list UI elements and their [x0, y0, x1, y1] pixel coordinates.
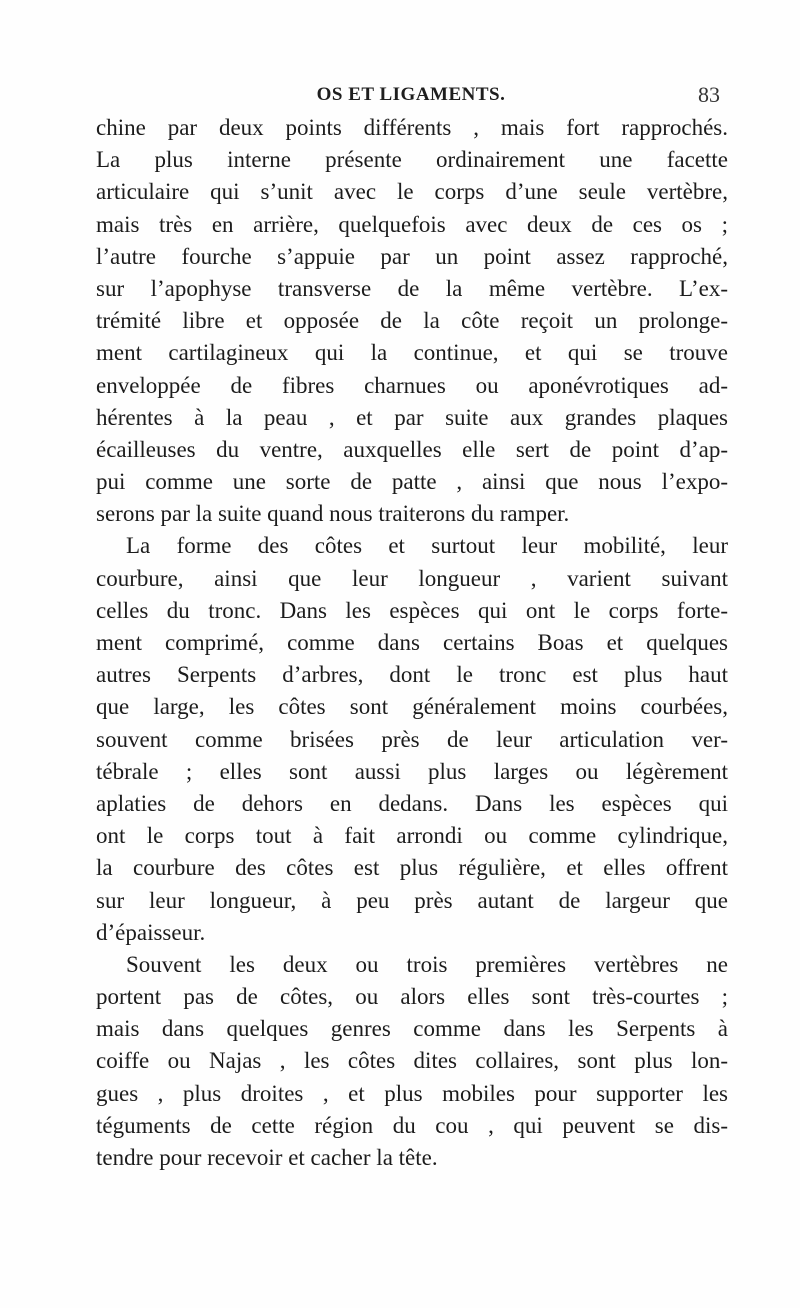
text-line: souvent comme brisées près de leur articulation ver-: [96, 726, 728, 752]
text-line: autres Serpents d’arbres, dont le tronc est plus haut: [96, 662, 728, 688]
text-line: la courbure des côtes est plus régulière, et elles offrent: [96, 855, 728, 881]
page-number: 83: [698, 82, 720, 107]
text-line: courbure, ainsi que leur longueur , varient suivant: [96, 565, 728, 591]
text-line: l’autre fourche s’appuie par un point assez rapproché,: [96, 243, 728, 269]
text-line: pui comme une sorte de patte , ainsi que nous l’expo-: [96, 469, 728, 495]
text-line: d’épaisseur.: [96, 919, 206, 945]
text-line: coiffe ou Najas , les côtes dites collaires, sont plus lon-: [96, 1048, 728, 1074]
text-line: téguments de cette région du cou , qui peuvent se dis-: [96, 1112, 728, 1138]
paragraph-start-line: La forme des côtes et surtout leur mobilité, leur: [126, 533, 728, 559]
text-line: ont le corps tout à fait arrondi ou comme cylindrique,: [96, 823, 728, 849]
running-title: OS ET LIGAMENTS.: [316, 84, 506, 105]
text-line: trémité libre et opposée de la côte reçoit un prolonge-: [96, 308, 728, 334]
text-line: tébrale ; elles sont aussi plus larges ou légèrement: [96, 758, 728, 784]
text-line: hérentes à la peau , et par suite aux grandes plaques: [96, 404, 728, 430]
text-line: sur l’apophyse transverse de la même vertèbre. L’ex-: [96, 275, 728, 301]
text-line: aplaties de dehors en dedans. Dans les espèces qui: [96, 790, 728, 816]
text-line: mais très en arrière, quelquefois avec deux de ces os ;: [96, 211, 728, 237]
text-line: articulaire qui s’unit avec le corps d’une seule vertèbre,: [96, 179, 728, 205]
text-line: La plus interne présente ordinairement une facette: [96, 147, 728, 173]
text-line: écailleuses du ventre, auxquelles elle sert de point d’ap-: [96, 436, 728, 462]
page-header: [96, 84, 726, 114]
text-line: gues , plus droites , et plus mobiles pour supporter les: [96, 1080, 728, 1106]
text-line: celles du tronc. Dans les espèces qui ont le corps forte-: [96, 597, 728, 623]
text-line: mais dans quelques genres comme dans les Serpents à: [96, 1016, 728, 1042]
paragraph-start-line: Souvent les deux ou trois premières vertèbres ne: [126, 951, 728, 977]
text-line: sur leur longueur, à peu près autant de largeur que: [96, 887, 728, 913]
body-text: [96, 112, 728, 1174]
text-line: chine par deux points différents , mais fort rapprochés.: [96, 115, 728, 140]
text-line: que large, les côtes sont généralement moins courbées,: [96, 694, 728, 720]
text-line: enveloppée de fibres charnues ou aponévrotiques ad-: [96, 372, 728, 398]
text-line: ment cartilagineux qui la continue, et qui se trouve: [96, 340, 728, 366]
text-line: serons par la suite quand nous traiterons du ramper.: [96, 501, 570, 527]
text-line: portent pas de côtes, ou alors elles sont très-courtes ;: [96, 984, 728, 1010]
text-line: ment comprimé, comme dans certains Boas et quelques: [96, 630, 728, 655]
text-line: tendre pour recevoir et cacher la tête.: [96, 1145, 438, 1170]
